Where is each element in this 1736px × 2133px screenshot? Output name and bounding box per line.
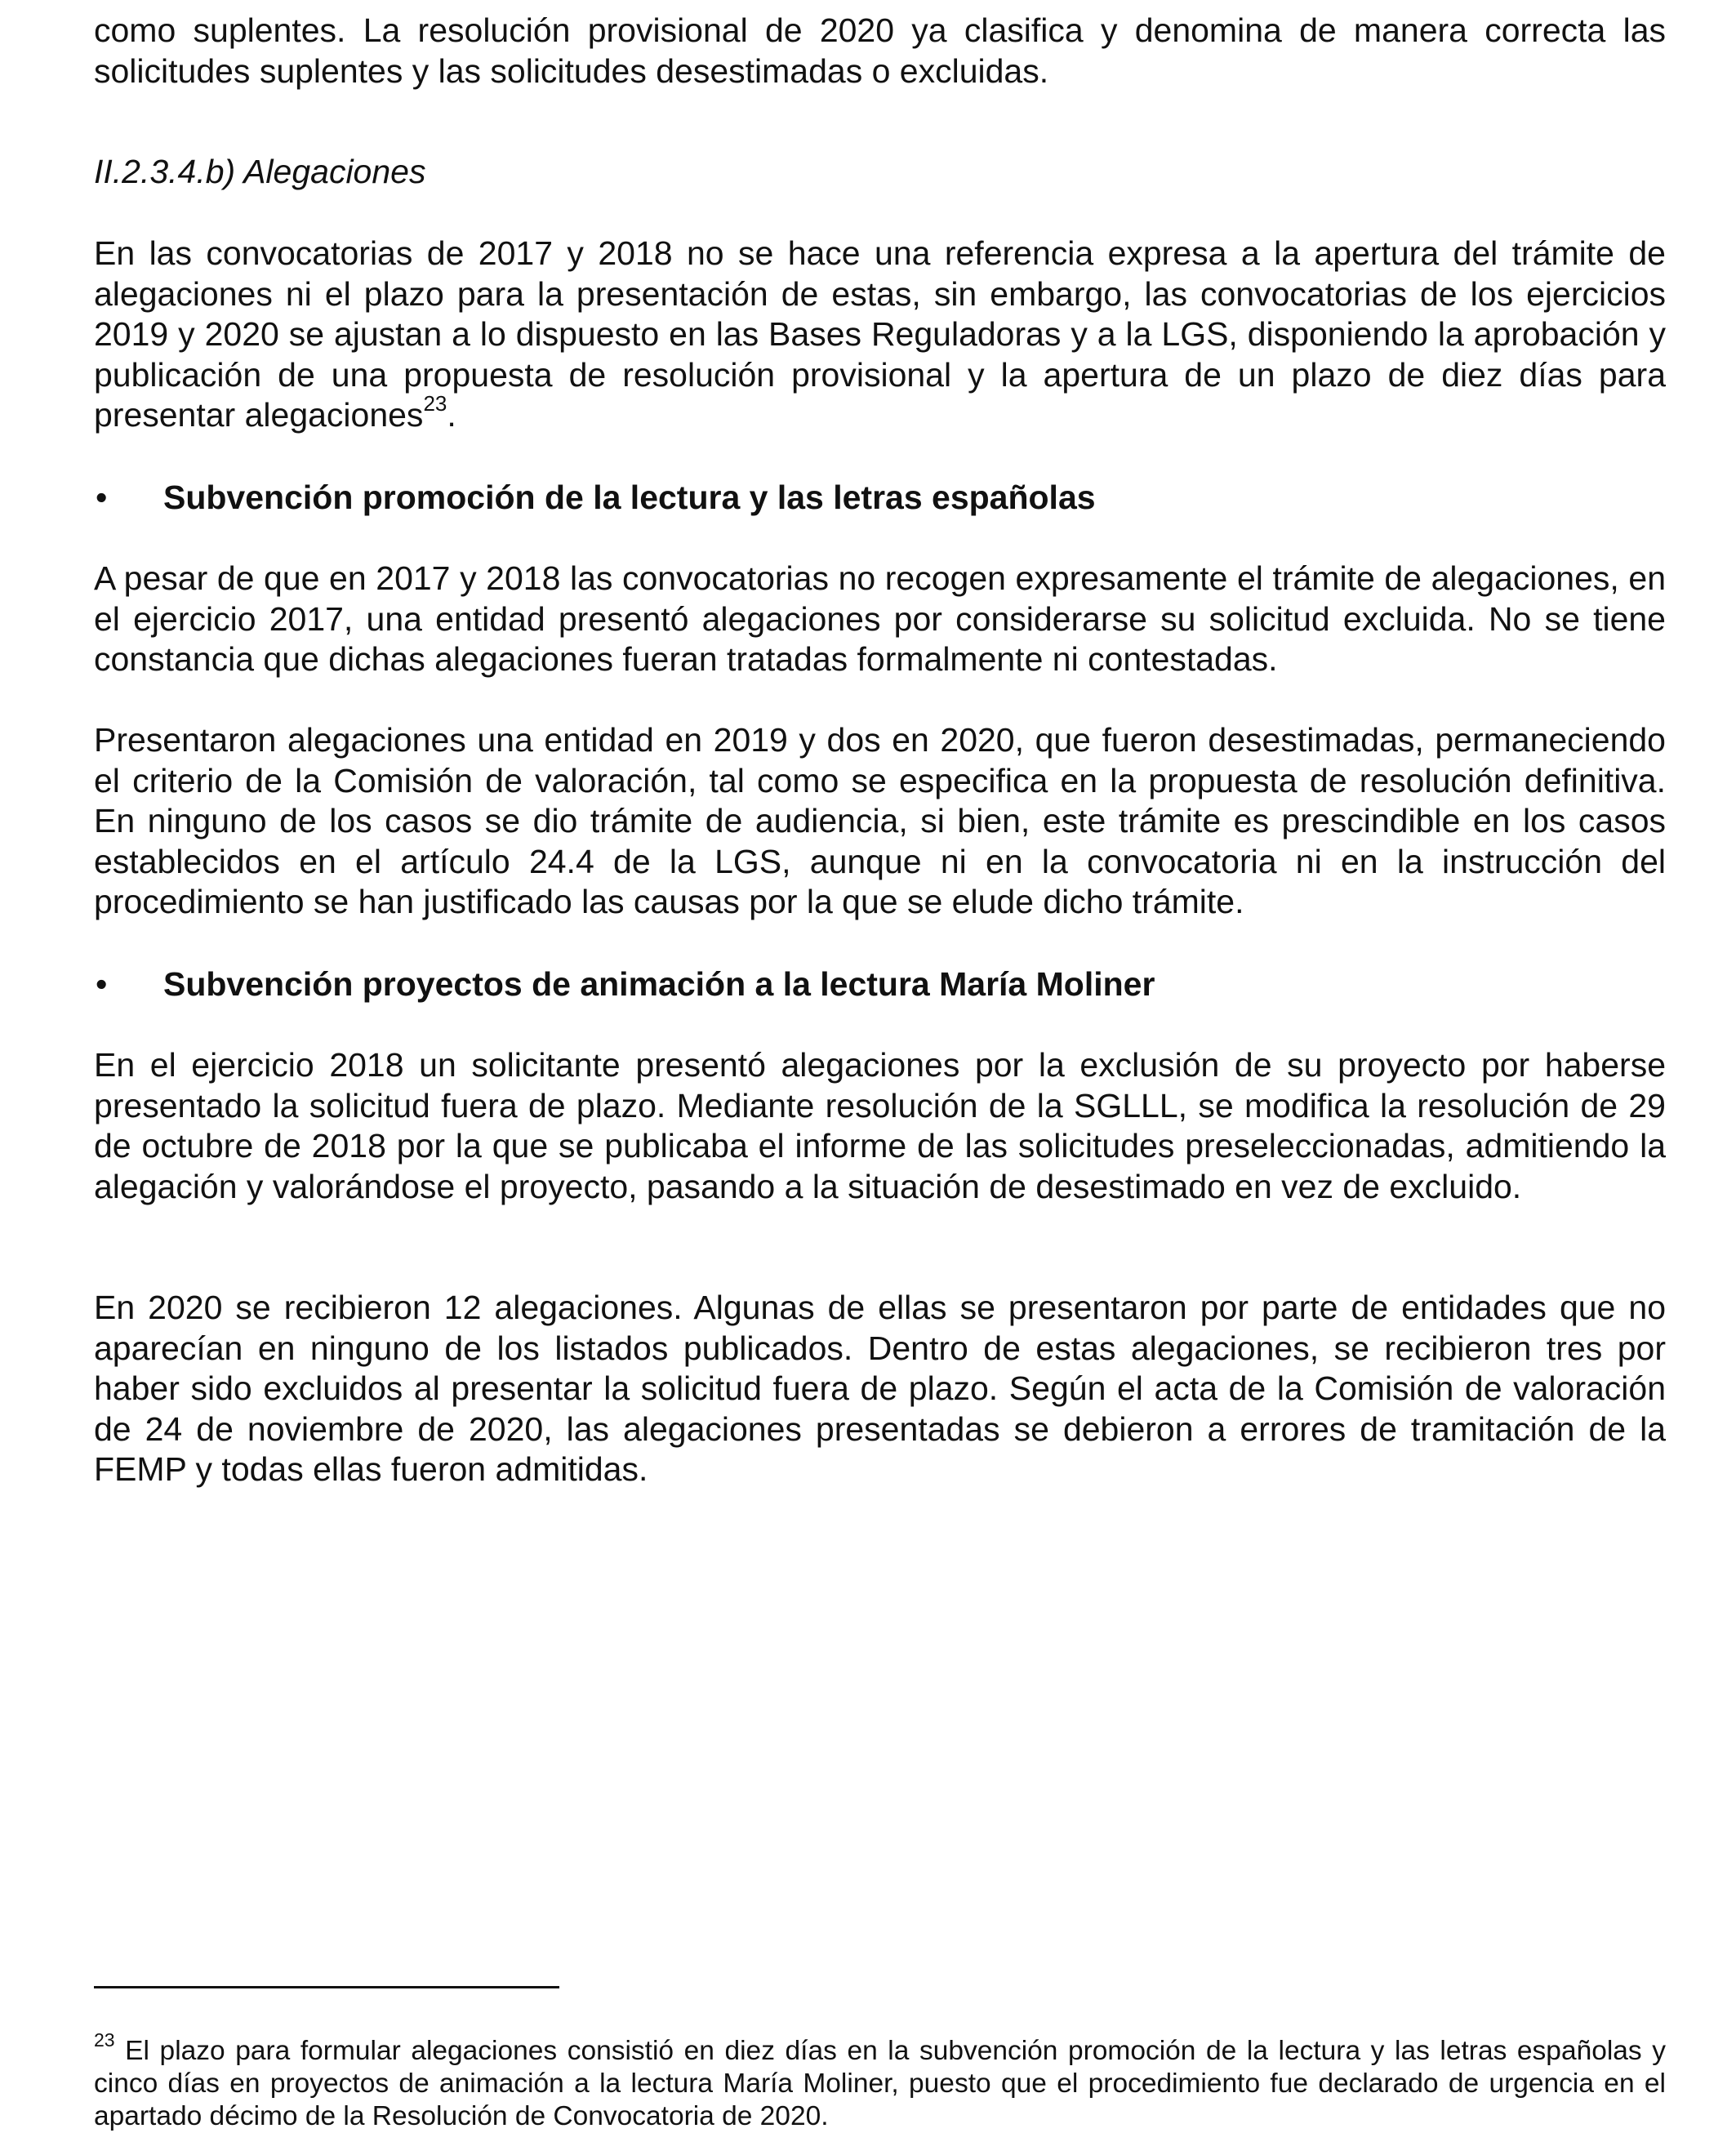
paragraph-promocion-2017: A pesar de que en 2017 y 2018 las convocatorias no recogen expresamente el trámite de alegaciones, en el ejercicio 2017, una entidad presentó alegaciones por considerarse su solicitud excluida. No se tiene constancia que dichas alegaciones fueran tratadas formalmente ni contestadas. [94,559,1666,678]
footnote-separator [94,1986,559,1988]
paragraph-alegaciones-intro [94,234,1666,436]
bullet-icon: • [96,965,108,1003]
paragraph-alegaciones-intro-text: En las convocatorias de 2017 y 2018 no se hace una referencia expresa a la apertura del trámite de alegaciones ni el plazo para la presentación de estas, sin embargo, las convocatorias de los ejercicios 2019 y 2020 se ajustan a lo dispuesto en las Bases Reguladoras y a la LGS, disponiendo la aprobación y publicación de una propuesta de resolución provisional y la apertura de un plazo de diez días para presentar alegaciones [94,234,1666,434]
footnote-reference: 23 [423,391,447,416]
paragraph-end-period: . [447,396,456,434]
footnote [94,2029,1666,2133]
section-heading: II.2.3.4.b) Alegaciones [94,153,426,190]
paragraph-moliner-2020: En 2020 se recibieron 12 alegaciones. Algunas de ellas se presentaron por parte de entidades que no aparecían en ninguno de los listados publicados. Dentro de estas alegaciones, se recibieron tres por haber sido excluidos al presentar la solicitud fuera de plazo. Según el acta de la Comisión de valoración de 24 de noviembre de 2020, las alegaciones presentadas se debieron a errores de tramitación de la FEMP y todas ellas fueron admitidas. [94,1289,1666,1488]
bullet-icon: • [96,479,108,516]
bullet-heading-text: Subvención proyectos de animación a la lectura María Moliner [163,965,1155,1003]
paragraph-promocion-2019-2020: Presentaron alegaciones una entidad en 2019 y dos en 2020, que fueron desestimadas, permaneciendo el criterio de la Comisión de valoración, tal como se especifica en la propuesta de resolución definitiva. En ninguno de los casos se dio trámite de audiencia, si bien, este trámite es prescindible en los casos establecidos en el artículo 24.4 de la LGS, aunque ni en la convocatoria ni en la instrucción del procedimiento se han justificado las causas por la que se elude dicho trámite. [94,721,1666,920]
footnote-text: El plazo para formular alegaciones consistió en diez días en la subvención promoción de la lectura y las letras españolas y cinco días en proyectos de animación a la lectura María Moliner, puesto que el procedimiento fue declarado de urgencia en el apartado décimo de la Resolución de Convocatoria de 2020. [94,2035,1666,2131]
bullet-heading-text: Subvención promoción de la lectura y las letras españolas [163,479,1096,516]
paragraph-moliner-2018: En el ejercicio 2018 un solicitante presentó alegaciones por la exclusión de su proyecto por haberse presentado la solicitud fuera de plazo. Mediante resolución de la SGLLL, se modifica la resolución de 29 de octubre de 2018 por la que se publicaba el informe de las solicitudes preseleccionadas, admitiendo la alegación y valorándose el proyecto, pasando a la situación de desestimado en vez de excluido. [94,1046,1666,1205]
paragraph-continuation: como suplentes. La resolución provisional de 2020 ya clasifica y denomina de manera correcta las solicitudes suplentes y las solicitudes desestimadas o excluidas. [94,11,1666,90]
footnote-number: 23 [94,2029,115,2051]
